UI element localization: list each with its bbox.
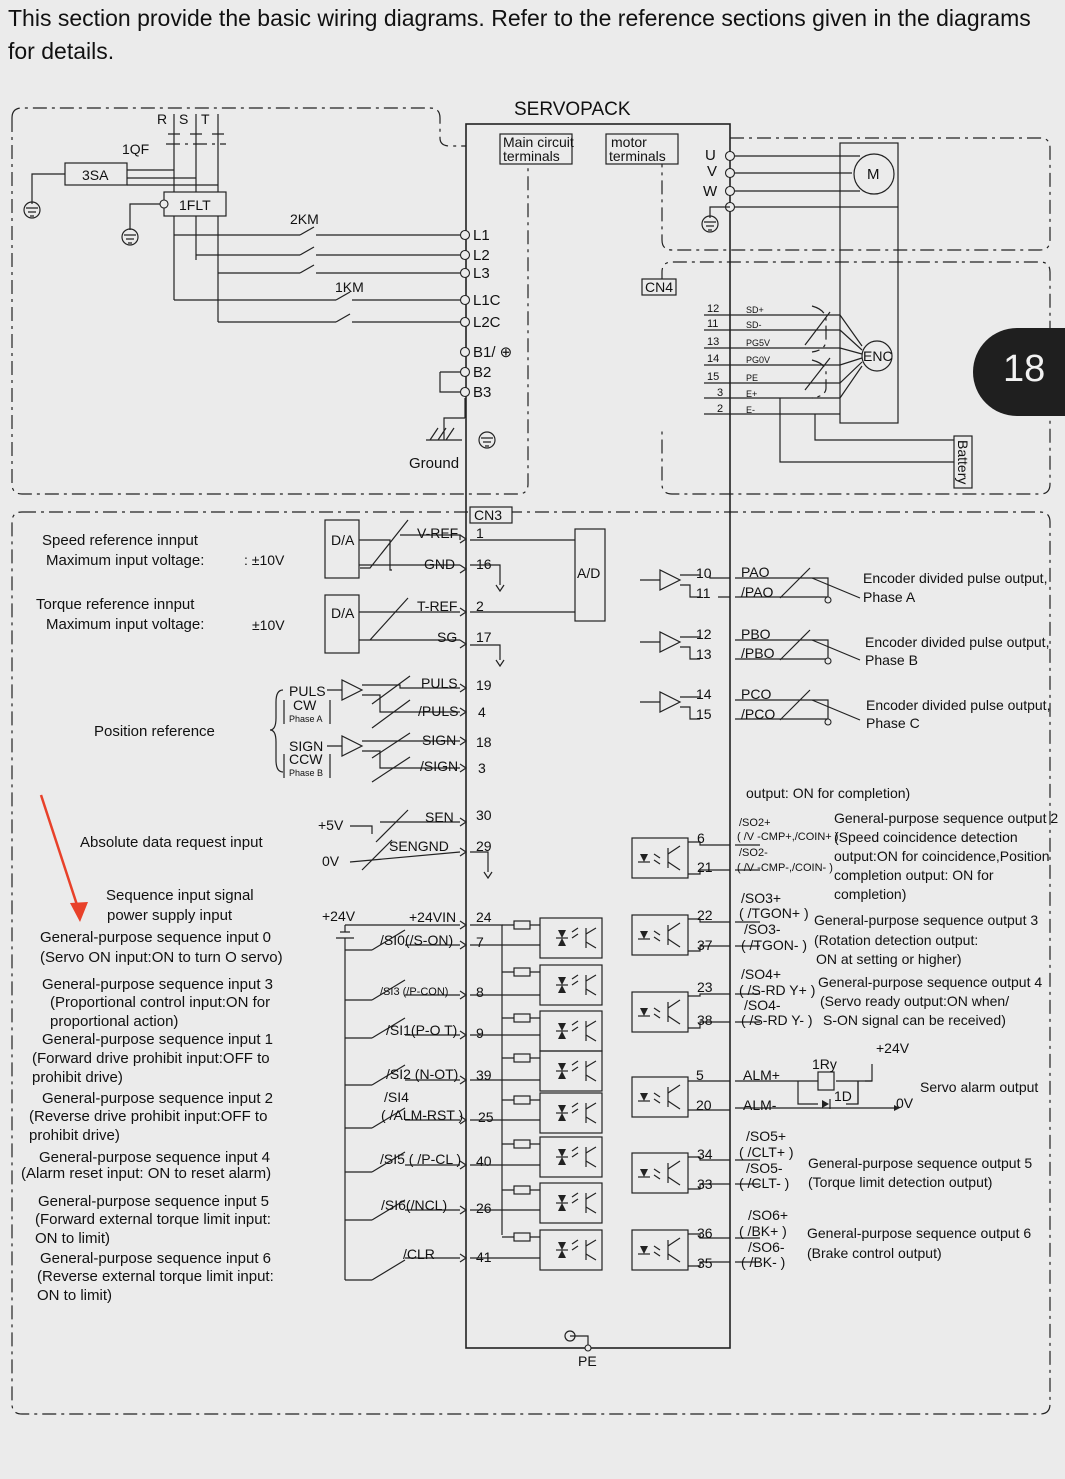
svg-text:0V: 0V [896,1095,914,1111]
svg-text:/PCO: /PCO [741,706,776,722]
svg-text:/SO5+: /SO5+ [746,1128,787,1144]
main-circuit-label: Main circuit [503,134,574,150]
motor-label: M [867,166,880,183]
svg-text:12: 12 [696,626,712,642]
svg-text:10: 10 [696,565,712,581]
svg-text:( /S-RD Y+ ): ( /S-RD Y+ ) [739,982,816,998]
svg-text:Speed reference innput: Speed reference innput [42,532,198,549]
svg-text:PULS: PULS [421,675,458,691]
svg-text:Phase A: Phase A [863,589,916,605]
svg-text:General-purpose sequence outpu: General-purpose sequence output 3 [814,912,1039,928]
svg-text:( /CLT+ ): ( /CLT+ ) [739,1144,794,1160]
svg-text:Absolute data request input: Absolute data request input [80,834,263,851]
km1-label: 1KM [335,279,364,295]
svg-text:ALM-: ALM- [743,1097,777,1113]
svg-text:Torque reference innput: Torque reference innput [36,596,195,613]
svg-text:Phase A: Phase A [289,714,323,724]
svg-text:33: 33 [697,1176,713,1192]
svg-text:SIGN: SIGN [289,738,324,754]
svg-text:General-purpose sequence input: General-purpose sequence input 3 [42,976,273,993]
ad-label: A/D [577,565,601,581]
svg-text:2: 2 [476,598,484,614]
svg-text:24: 24 [476,909,492,925]
svg-text:V-REF: V-REF [417,525,459,541]
svg-text:( /V -CMP-,/COIN- ): ( /V -CMP-,/COIN- ) [737,862,833,874]
svg-text:23: 23 [697,979,713,995]
svg-text:(Torque limit detection output: (Torque limit detection output) [808,1174,993,1190]
svg-text:( /BK- ): ( /BK- ) [741,1254,786,1270]
svg-text:/SI5 ( /P-CL ): /SI5 ( /P-CL ) [380,1151,462,1167]
svg-text:1Ry: 1Ry [812,1056,837,1072]
svg-text:11: 11 [707,318,719,330]
encoder-pins [704,303,972,488]
svg-text:B2: B2 [473,364,492,381]
svg-text:SD+: SD+ [746,305,764,315]
svg-text:38: 38 [697,1012,713,1028]
svg-text:/SO6+: /SO6+ [748,1207,789,1223]
svg-text:completion): completion) [834,886,907,902]
svg-text:prohibit drive): prohibit drive) [32,1069,123,1086]
battery-label: Battery [955,440,971,485]
svg-text:( /V -CMP+,/COIN+ ): ( /V -CMP+,/COIN+ ) [737,831,839,843]
svg-text:General-purpose sequence outpu: General-purpose sequence output 5 [808,1155,1033,1171]
svg-text:39: 39 [476,1067,492,1083]
da-label-1: D/A [331,532,355,548]
svg-text:19: 19 [476,677,492,693]
svg-text:T-REF: T-REF [417,598,458,614]
svg-text:Position reference: Position reference [94,723,215,740]
svg-text:power supply input: power supply input [107,907,233,924]
cn3-label: CN3 [474,507,503,523]
svg-text:21: 21 [697,859,713,875]
svg-text:41: 41 [476,1249,492,1265]
svg-text:L1: L1 [473,227,490,244]
svg-text:General-purpose sequence input: General-purpose sequence input 4 [39,1149,270,1166]
encoder-pulse-outputs [640,564,1050,731]
cn4-label: CN4 [645,279,674,295]
svg-text:14: 14 [696,686,712,702]
svg-text:(Brake control output): (Brake control output) [807,1245,942,1261]
svg-text:/SO4-: /SO4- [744,997,781,1013]
svg-text:35: 35 [697,1255,713,1271]
svg-text:ALM+: ALM+ [743,1067,780,1083]
svg-text:3: 3 [717,387,724,399]
svg-text:(Servo ON input:ON to turn O s: (Servo ON input:ON to turn O servo) [40,949,283,966]
svg-text:34: 34 [697,1146,713,1162]
svg-text:+24V: +24V [322,908,356,924]
svg-text:General-purpose sequence outpu: General-purpose sequence output 2 [834,810,1059,826]
svg-text:/SO5-: /SO5- [746,1160,783,1176]
svg-text:T: T [201,111,210,127]
flt-label: 1FLT [179,197,211,213]
svg-text:12: 12 [707,303,720,315]
svg-text:/SO3-: /SO3- [744,921,781,937]
svg-text:7: 7 [476,934,484,950]
encoder-label: ENC [863,348,893,364]
svg-text:SG: SG [437,629,458,645]
position-reference [94,675,492,782]
svg-text:B3: B3 [473,384,492,401]
svg-text:/CLR: /CLR [403,1246,435,1262]
motor-connection [642,143,898,423]
svg-text:14: 14 [707,353,720,365]
svg-text:(Forward drive prohibit input:: (Forward drive prohibit input:OFF to [32,1050,270,1067]
svg-text:( /BK+ ): ( /BK+ ) [739,1223,787,1239]
svg-text:9: 9 [476,1025,484,1041]
svg-text:General-purpose sequence input: General-purpose sequence input 2 [42,1090,273,1107]
power-terminals [461,227,513,401]
svg-text:E+: E+ [746,389,758,399]
svg-text:/SIGN: /SIGN [420,758,459,774]
svg-text:/PBO: /PBO [741,645,775,661]
pe-terminal [565,1331,597,1369]
svg-text:L3: L3 [473,265,490,282]
svg-text:15: 15 [696,706,712,722]
svg-text:Phase B: Phase B [289,768,324,778]
svg-text:PCO: PCO [741,686,772,702]
svg-text:1D: 1D [834,1088,852,1104]
svg-text:Phase C: Phase C [866,715,920,731]
svg-text:PAO: PAO [741,564,770,580]
motor-frame [662,138,1050,250]
svg-text:13: 13 [696,646,712,662]
svg-text:R: R [157,111,168,127]
svg-text:+24VIN: +24VIN [409,909,457,925]
svg-text:completion output: ON for: completion output: ON for [834,867,994,883]
svg-text:General-purpose sequence outpu: General-purpose sequence output 6 [807,1225,1032,1241]
svg-text:/SI4: /SI4 [384,1089,409,1105]
svg-text:11: 11 [696,585,711,601]
svg-text:Maximum input voltage:: Maximum input voltage: [46,552,205,569]
ground-label: Ground [409,455,460,472]
svg-text:26: 26 [476,1200,492,1216]
svg-text:proportional action): proportional action) [50,1013,179,1030]
svg-text:(Reverse external torque limit: (Reverse external torque limit input: [37,1268,274,1285]
svg-text:16: 16 [476,556,492,572]
svg-text:17: 17 [476,629,492,645]
svg-text:L2: L2 [473,247,490,264]
svg-text:(Alarm reset input: ON to rese: (Alarm reset input: ON to reset alarm) [21,1165,272,1182]
svg-text:/SO6-: /SO6- [748,1239,785,1255]
svg-text:+5V: +5V [318,817,344,833]
svg-text:General-purpose sequence input: General-purpose sequence input 6 [40,1250,271,1267]
analog-inputs [36,520,605,666]
svg-text:/SO2-: /SO2- [739,847,768,859]
svg-text:W: W [703,183,718,200]
servopack-title: SERVOPACK [514,99,631,120]
svg-text:S: S [179,111,189,127]
motor-terminals-label: motor [611,134,647,150]
svg-text:CW: CW [293,697,317,713]
svg-text:(Forward external torque limit: (Forward external torque limit input: [35,1211,271,1228]
svg-text:General-purpose sequence outpu: General-purpose sequence output 4 [818,974,1043,990]
svg-text:0V: 0V [322,853,340,869]
qf-label: 1QF [122,141,150,157]
svg-text:L2C: L2C [473,314,501,331]
svg-text:( /ALM-RST ): ( /ALM-RST ) [381,1107,464,1123]
svg-text:PE: PE [578,1353,597,1369]
svg-text:SIGN: SIGN [422,732,457,748]
svg-text:/SI2 (N-OT): /SI2 (N-OT) [386,1066,459,1082]
svg-text:PG0V: PG0V [746,355,771,365]
svg-text:U: U [705,147,716,164]
svg-text:29: 29 [476,838,492,854]
svg-text:15: 15 [707,371,720,383]
svg-text:/SI1(P-O T): /SI1(P-O T) [386,1022,458,1038]
svg-text:General-purpose sequence input: General-purpose sequence input 0 [40,929,271,946]
svg-text:22: 22 [697,907,713,923]
svg-text:5: 5 [696,1067,704,1083]
svg-text:(Speed coincidence detection: (Speed coincidence detection [834,829,1018,845]
power-frame [12,108,466,146]
svg-text:( /TGON- ): ( /TGON- ) [741,937,808,953]
svg-text:SD-: SD- [746,320,762,330]
svg-text:6: 6 [697,830,705,846]
svg-text:SENGND: SENGND [389,838,449,854]
sequence-outputs [632,785,1058,1271]
svg-text:2: 2 [717,403,724,415]
svg-text:( /S-RD Y- ): ( /S-RD Y- ) [741,1012,813,1028]
intro-text: This section provide the basic wiring diagrams. Refer to the reference sections given in the diagrams for details. [8,5,1031,64]
svg-text:40: 40 [476,1153,492,1169]
annotation-arrow [41,795,88,922]
svg-text:1: 1 [476,525,484,541]
da-label-2: D/A [331,605,355,621]
svg-text:/SO2+: /SO2+ [739,817,771,829]
svg-text:S-ON signal can be received): S-ON signal can be received) [823,1012,1006,1028]
svg-text:General-purpose sequence input: General-purpose sequence input 1 [42,1031,273,1048]
svg-text:/SI3 (/P-CON): /SI3 (/P-CON) [380,986,449,998]
svg-text:/SI6(/NCL): /SI6(/NCL) [381,1197,448,1213]
svg-text:Encoder divided pulse output,: Encoder divided pulse output, [863,570,1048,586]
svg-text:36: 36 [697,1225,713,1241]
svg-text:PG5V: PG5V [746,338,771,348]
svg-text:terminals: terminals [609,148,666,164]
svg-text:18: 18 [476,734,492,750]
svg-text:Encoder divided pulse output,: Encoder divided pulse output, [865,634,1050,650]
svg-text:/PULS: /PULS [418,703,459,719]
svg-text:(Servo ready output:ON when/: (Servo ready output:ON when/ [820,993,1010,1009]
svg-text:output: ON for completion): output: ON for completion) [746,785,911,801]
absolute-data-request [80,807,492,878]
svg-text:+24V: +24V [876,1040,910,1056]
page-number-badge [973,328,1065,416]
svg-text:B1/ ⊕: B1/ ⊕ [473,344,513,361]
svg-text:: ±10V: : ±10V [244,552,285,568]
svg-text:Phase B: Phase B [865,652,918,668]
svg-text:Maximum input voltage:: Maximum input voltage: [46,616,205,633]
svg-text:CCW: CCW [289,751,323,767]
svg-text:37: 37 [697,937,713,953]
svg-text:E-: E- [746,405,755,415]
page-number: 18 [1003,348,1046,390]
svg-text:8: 8 [476,984,484,1000]
power-input [24,111,495,472]
sa-label: 3SA [82,167,109,183]
svg-text:ON at setting or higher): ON at setting or higher) [816,951,962,967]
svg-text:ON to limit): ON to limit) [35,1230,110,1247]
svg-text:25: 25 [478,1109,494,1125]
svg-text:(Reverse drive prohibit input:: (Reverse drive prohibit input:OFF to [29,1108,268,1125]
svg-text:terminals: terminals [503,148,560,164]
svg-text:4: 4 [478,704,486,720]
svg-text:Servo alarm output: Servo alarm output [920,1079,1039,1095]
svg-text:ON to limit): ON to limit) [37,1287,112,1304]
svg-text:Sequence input signal: Sequence input signal [106,887,254,904]
svg-text:PBO: PBO [741,626,771,642]
svg-text:Encoder divided pulse output,: Encoder divided pulse output, [866,697,1051,713]
svg-text:General-purpose sequence input: General-purpose sequence input 5 [38,1193,269,1210]
svg-text:13: 13 [707,336,720,348]
svg-text:(Proportional control input:ON: (Proportional control input:ON for [50,994,271,1011]
svg-text:/SO4+: /SO4+ [741,966,782,982]
svg-text:( /CLT- ): ( /CLT- ) [739,1175,790,1191]
svg-text:PULS: PULS [289,683,326,699]
svg-text:output:ON for coincidence,Posi: output:ON for coincidence,Position [834,848,1050,864]
svg-text:PE: PE [746,373,759,383]
svg-text:GND: GND [424,556,456,572]
svg-text:/PAO: /PAO [741,584,774,600]
svg-text:20: 20 [696,1097,712,1113]
svg-text:/SI0(/S-ON): /SI0(/S-ON) [380,932,454,948]
svg-text:±10V: ±10V [252,617,285,633]
svg-text:30: 30 [476,807,492,823]
svg-text:( /TGON+ ): ( /TGON+ ) [739,905,809,921]
svg-text:L1C: L1C [473,292,501,309]
svg-text:V: V [707,163,718,180]
svg-text:/SO3+: /SO3+ [741,890,782,906]
svg-text:SEN: SEN [425,809,454,825]
km2-label: 2KM [290,211,319,227]
sequence-input-descriptions [21,929,283,1304]
svg-text:(Rotation detection output:: (Rotation detection output: [814,932,979,948]
svg-text:prohibit drive): prohibit drive) [29,1127,120,1144]
svg-text:3: 3 [478,760,486,776]
